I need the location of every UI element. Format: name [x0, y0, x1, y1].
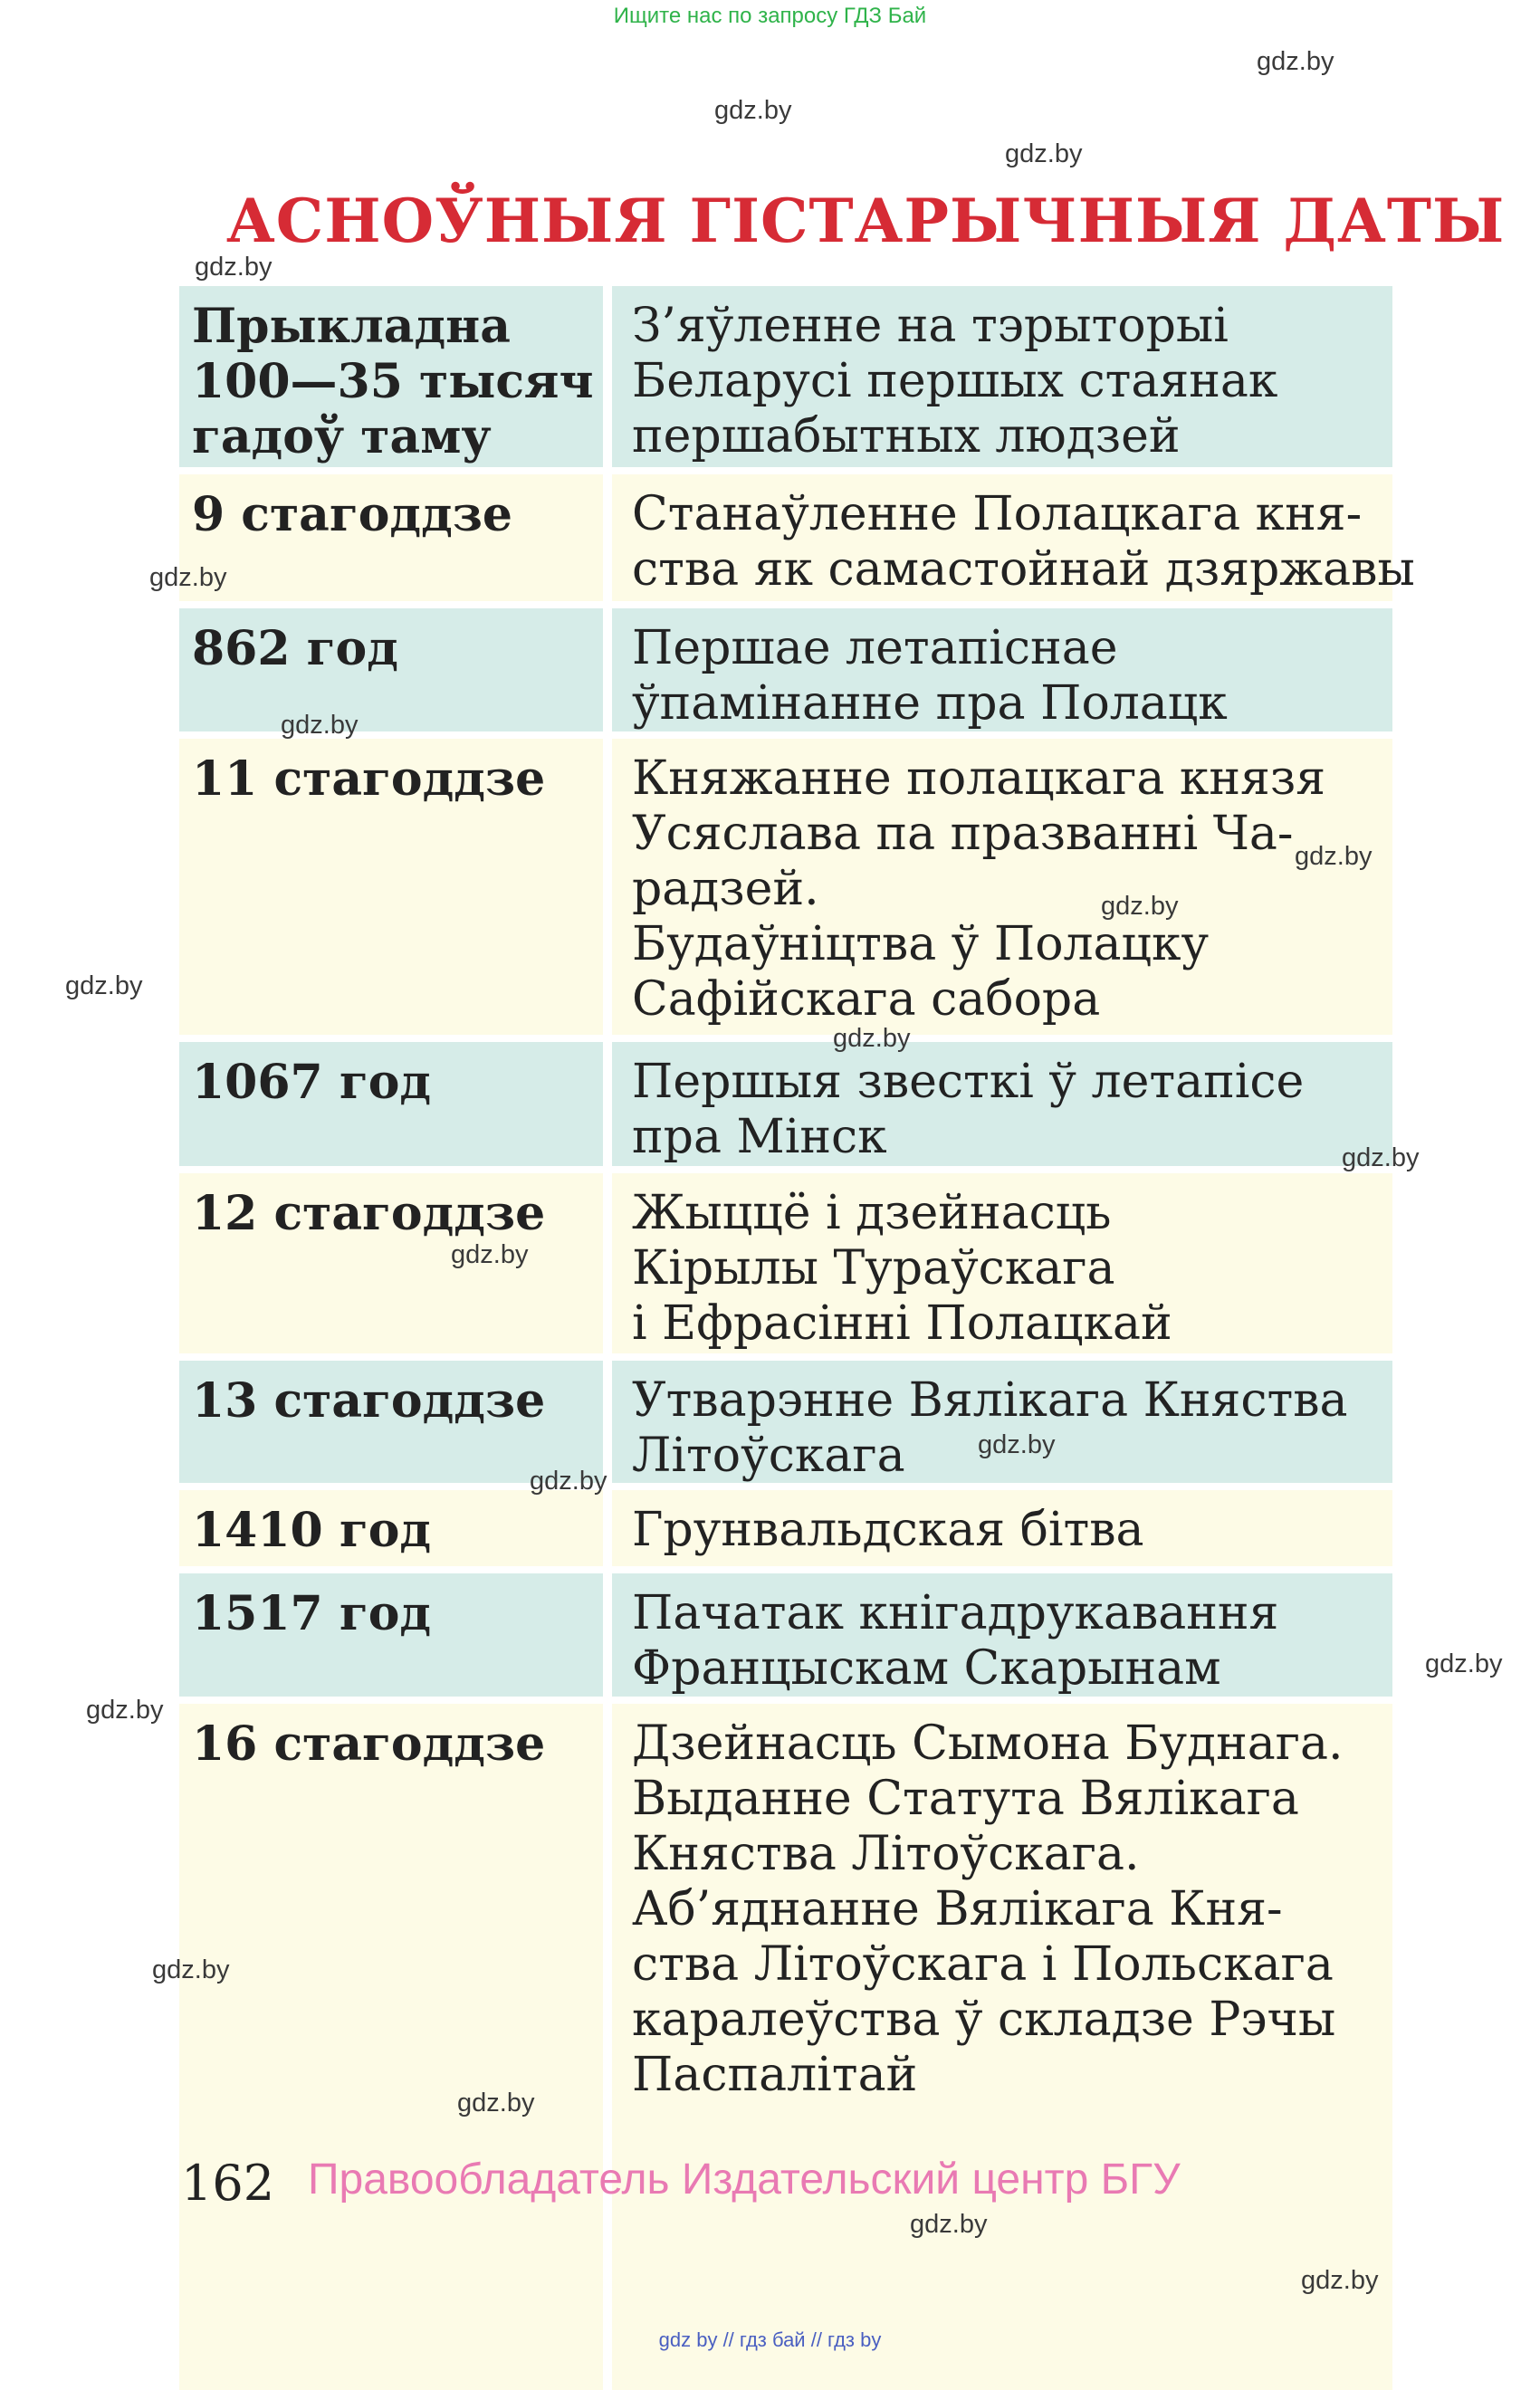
date-line: Прыкладна [192, 299, 511, 354]
watermark-text: gdz.by [714, 96, 792, 125]
date-cell [179, 739, 603, 1035]
date-cell [179, 1042, 603, 1166]
date-line: 1410 год [192, 1503, 432, 1558]
table-row [179, 1042, 1392, 1166]
watermark-text: gdz.by [1342, 1143, 1420, 1172]
event-line: Францыскам Скарынам [632, 1641, 1221, 1696]
table-row [179, 474, 1415, 601]
event-cell [612, 608, 1392, 731]
watermark-text: gdz.by [1425, 1649, 1503, 1678]
date-line: 100—35 тысяч [192, 354, 594, 409]
date-cell [179, 286, 603, 467]
watermark-text: gdz.by [149, 563, 227, 592]
date-cell [179, 1573, 603, 1697]
event-line: Утварэнне Вялікага Княства [632, 1373, 1348, 1428]
table-row [179, 1173, 1392, 1353]
date-cell [179, 1490, 603, 1566]
event-cell [612, 1042, 1392, 1166]
event-line: ства як самастойнай дзяржавы [632, 542, 1415, 597]
date-cell [179, 1361, 603, 1483]
event-line: Аб’яднанне Вялікага Кня- [632, 1882, 1283, 1936]
event-line: радзей. [632, 862, 819, 916]
watermark-text: gdz.by [281, 711, 359, 740]
watermark-text: gdz.by [451, 1240, 529, 1269]
event-cell [612, 1490, 1392, 1566]
event-line: пра Мінск [632, 1110, 887, 1164]
event-cell [612, 286, 1392, 467]
watermark-text: gdz.by [86, 1696, 164, 1725]
date-line: 1517 год [192, 1586, 432, 1641]
event-cell [612, 739, 1392, 1035]
watermark-text: gdz.by [1257, 47, 1334, 76]
date-cell [179, 608, 603, 731]
event-line: ства Літоўскага і Польскага [632, 1937, 1334, 1992]
event-line: Жыццё і дзейнасць [632, 1186, 1112, 1240]
date-cell [179, 1173, 603, 1353]
event-cell [612, 1704, 1392, 2390]
table-row [179, 286, 1392, 467]
bottom-links[interactable]: gdz by // гдз бай // гдз by [658, 2328, 882, 2351]
event-line: Усяслава па празванні Ча- [632, 807, 1294, 861]
date-line: 12 стагоддзе [192, 1186, 546, 1241]
watermark-text: gdz.by [1295, 842, 1373, 871]
event-line: Станаўленне Полацкага кня- [632, 487, 1363, 541]
watermark-text: gdz.by [65, 971, 143, 1000]
date-cell [179, 1704, 603, 2390]
event-line: Дзейнасць Сымона Буднага. [632, 1716, 1344, 1771]
event-line: Першыя звесткі ў летапісе [632, 1055, 1305, 1109]
table-row [179, 1704, 1392, 2390]
event-line: Літоўскага [632, 1429, 905, 1483]
event-cell [612, 1361, 1392, 1483]
event-line: З’яўленне на тэрыторыі [632, 299, 1229, 353]
date-line: 13 стагоддзе [192, 1373, 546, 1429]
event-line: Будаўніцтва ў Полацку [632, 917, 1210, 971]
event-line: Княжанне полацкага князя [632, 751, 1326, 806]
table-row [179, 739, 1392, 1035]
date-line: 9 стагоддзе [192, 487, 512, 542]
event-line: Беларусі першых стаянак [632, 354, 1278, 408]
date-cell [179, 474, 603, 601]
event-line: Грунвальдская бітва [632, 1503, 1144, 1557]
watermark-text: gdz.by [1101, 892, 1179, 921]
date-line: 16 стагоддзе [192, 1716, 546, 1772]
top-banner[interactable]: Ищите нас по запросу ГДЗ Бай [613, 4, 927, 28]
event-line: Паспалітай [632, 2048, 918, 2102]
date-line: 1067 год [192, 1055, 432, 1110]
table-row [179, 1361, 1392, 1483]
watermark-text: gdz.by [457, 2089, 535, 2118]
event-line: Княства Літоўскага. [632, 1827, 1140, 1881]
event-cell [612, 1173, 1392, 1353]
watermark-text: gdz.by [530, 1467, 607, 1496]
event-line: і Ефрасінні Полацкай [632, 1296, 1172, 1351]
watermark-text: gdz.by [195, 253, 273, 282]
date-line: 862 год [192, 621, 398, 676]
event-line: Кірылы Тураўскага [632, 1241, 1115, 1295]
date-line: гадоў таму [192, 409, 492, 464]
watermark-text: gdz.by [910, 2210, 988, 2239]
watermark-text: gdz.by [1005, 139, 1083, 168]
event-line: каралеўства ў складзе Рэчы [632, 1993, 1336, 2047]
page-number: 162 [181, 2155, 275, 2212]
event-line: Сафійскага сабора [632, 972, 1101, 1027]
watermark-text: gdz.by [152, 1955, 230, 1984]
date-line: 11 стагоддзе [192, 751, 546, 807]
event-line: Першае летапіснае [632, 621, 1118, 675]
watermark-text: gdz.by [978, 1430, 1056, 1459]
copyright-owner: Правообладатель Издательский центр БГУ [308, 2156, 1181, 2204]
event-line: першабытных людзей [632, 409, 1181, 464]
event-cell [612, 474, 1415, 601]
table-row [179, 1490, 1392, 1566]
page-title: АСНОЎНЫЯ ГІСТАРЫЧНЫЯ ДАТЫ [226, 186, 1506, 256]
event-line: ўпамінанне пра Полацк [632, 676, 1228, 731]
event-line: Выданне Статута Вялікага [632, 1772, 1299, 1826]
table-row [179, 608, 1392, 731]
event-cell [612, 1573, 1392, 1697]
event-line: Пачатак кнігадрукавання [632, 1586, 1279, 1640]
table-row [179, 1573, 1392, 1697]
watermark-text: gdz.by [833, 1024, 911, 1053]
watermark-text: gdz.by [1301, 2266, 1379, 2295]
